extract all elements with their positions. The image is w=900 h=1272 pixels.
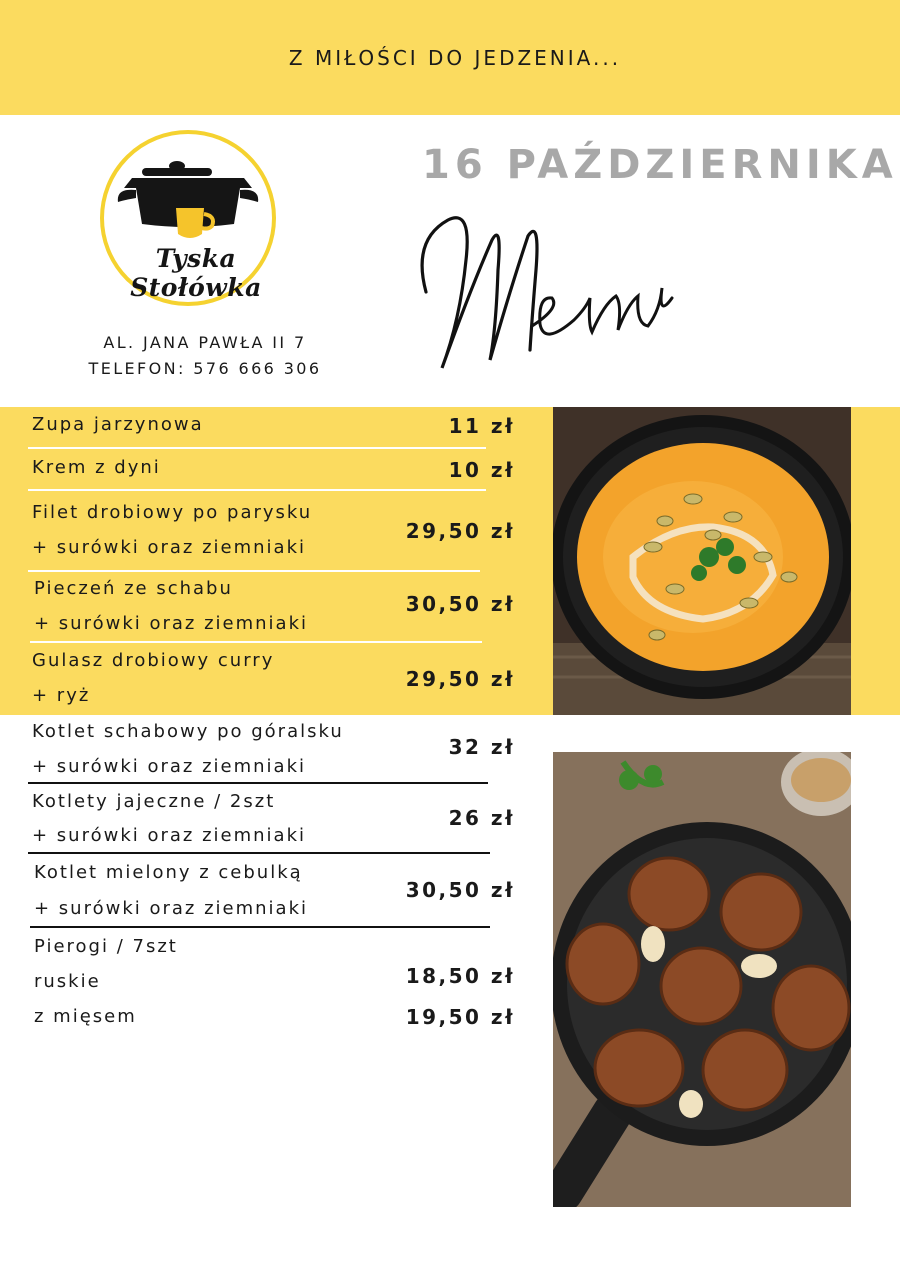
- divider: [28, 852, 490, 854]
- menu-title: [410, 200, 680, 380]
- menu-item-name: Pierogi / 7szt: [34, 936, 178, 957]
- menu-item-price: 26 zł: [448, 806, 515, 830]
- menu-item-price: 30,50 zł: [405, 592, 515, 616]
- menu-item-side: + surówki oraz ziemniaki: [32, 537, 307, 558]
- address: AL. JANA PAWŁA II 7: [103, 333, 307, 352]
- date-heading: 16 PAŹDZIERNIKA: [422, 142, 898, 188]
- divider: [28, 447, 486, 449]
- menu-item-price: 19,50 zł: [405, 1005, 515, 1029]
- logo-text: Tyska Stołówka: [130, 244, 262, 302]
- divider: [28, 570, 480, 572]
- menu-item-name: Krem z dyni: [32, 457, 161, 478]
- menu-item-name: Zupa jarzynowa: [32, 414, 204, 435]
- pumpkin-soup-photo: [553, 407, 851, 715]
- menu-item-price: 29,50 zł: [405, 667, 515, 691]
- menu-item-side: + surówki oraz ziemniaki: [32, 825, 307, 846]
- menu-item-side: + surówki oraz ziemniaki: [34, 898, 309, 919]
- divider: [30, 926, 490, 928]
- menu-item-name: Kotlet schabowy po góralsku: [32, 721, 344, 742]
- contact-info: [60, 330, 350, 382]
- menu-item-price: 29,50 zł: [405, 519, 515, 543]
- menu-item-price: 32 zł: [448, 735, 515, 759]
- logo: [96, 126, 312, 316]
- menu-item-price: 18,50 zł: [405, 964, 515, 988]
- menu-item-name: Gulasz drobiowy curry: [32, 650, 275, 671]
- menu-item-name: Filet drobiowy po parysku: [32, 502, 313, 523]
- menu-item-name: Kotlety jajeczne / 2szt: [32, 791, 276, 812]
- meatballs-pan-photo: [553, 752, 851, 1207]
- menu-item-variant: ruskie: [34, 971, 101, 992]
- menu-item-side: + ryż: [32, 685, 91, 706]
- menu-item-name: Pieczeń ze schabu: [34, 578, 233, 599]
- menu-item-side: + surówki oraz ziemniaki: [34, 613, 309, 634]
- divider: [28, 489, 486, 491]
- menu-item-name: Kotlet mielony z cebulką: [34, 862, 303, 883]
- menu-item-price: 30,50 zł: [405, 878, 515, 902]
- phone: TELEFON: 576 666 306: [88, 359, 322, 378]
- menu-item-price: 10 zł: [448, 458, 515, 482]
- divider: [28, 782, 488, 784]
- tagline: Z MIŁOŚCI DO JEDZENIA...: [288, 46, 622, 70]
- menu-item-price: 11 zł: [448, 414, 515, 438]
- menu-item-side: + surówki oraz ziemniaki: [32, 756, 307, 777]
- menu-item-variant: z mięsem: [34, 1006, 137, 1027]
- divider: [30, 641, 482, 643]
